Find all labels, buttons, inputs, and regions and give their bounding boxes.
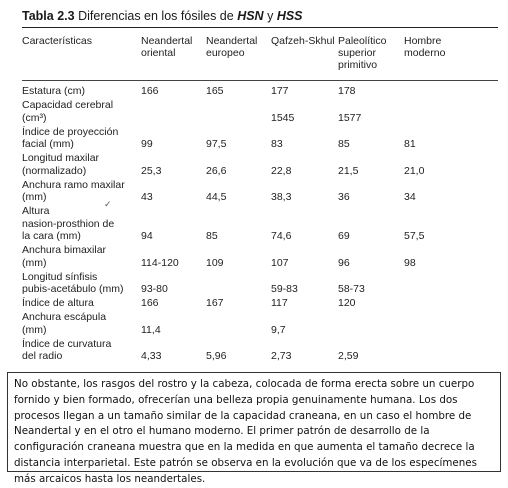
row-label — [22, 99, 113, 124]
table-cell: 98 — [404, 256, 416, 269]
row-label — [22, 338, 111, 363]
row-label — [22, 152, 99, 177]
row-label-line: nasion-prosthion de — [22, 217, 115, 230]
table-cell: 166 — [141, 85, 159, 97]
table-cell: 107 — [271, 256, 289, 269]
table-cell: 21,5 — [338, 164, 359, 177]
row-label-line: Índice de curvatura — [22, 337, 112, 350]
row-label-line: Estatura (cm) — [22, 85, 86, 97]
table-cell: 2,59 — [338, 350, 359, 362]
column-header-4 — [338, 35, 386, 71]
row-label-line: (mm) — [22, 323, 47, 336]
column-header-line: europeo — [206, 47, 245, 59]
table-cell: 69 — [338, 230, 350, 242]
table-cell: 178 — [338, 85, 356, 97]
column-header-line: primitivo — [338, 59, 378, 71]
table-cell: 4,33 — [141, 350, 162, 362]
row-label-line: (mm) — [22, 191, 47, 203]
row-label-line: Longitud sínfisis — [22, 270, 98, 283]
column-header-line: Hombre — [404, 35, 442, 47]
table-cell: 93-80 — [141, 283, 168, 295]
column-header-line: oriental — [141, 47, 176, 59]
row-label — [22, 297, 94, 310]
table-cell: 1577 — [338, 111, 362, 124]
table-cell: 26,6 — [206, 164, 227, 177]
table-cell: 109 — [206, 256, 224, 269]
row-label — [22, 126, 118, 151]
table-cell: 22,8 — [271, 164, 292, 177]
table-title — [22, 9, 303, 23]
column-header-line: moderno — [404, 47, 446, 59]
table-cell: 9,7 — [271, 323, 286, 336]
table-title-hss: HSS — [276, 9, 303, 23]
table-cell: 96 — [338, 256, 350, 269]
paragraph-box — [7, 372, 501, 485]
table-cell: 85 — [206, 230, 218, 242]
table-cell: 1545 — [271, 111, 295, 124]
column-header-5 — [404, 35, 445, 59]
table-cell: 81 — [404, 138, 416, 150]
table-title-hsn: HSN — [237, 9, 264, 23]
row-label-line: Longitud maxilar — [22, 152, 100, 164]
column-header-line: Paleolítico — [338, 35, 387, 47]
table-cell: 167 — [206, 297, 224, 309]
paragraph-text: No obstante, los rasgos del rostro y la cabeza, colocada de forma erecta sobre un cuerpo fornido y bien formado, ofrecerían una belleza propia genuinamente humana. Los dos procesos llegan a un tamaño similar de la capacidad craneana, en un caso el hombre de Neandertal y en el otro el humano moderno. El primer patrón de desarrollo de la configuración craneana muestra que en la medida en que aumenta el tamaño decrece la distancia interparietal. Este patrón se observa en la evolución que va de los especímenes más arcaicos hasta los neandertales. — [14, 378, 477, 485]
row-label-line: facial (mm) — [22, 138, 74, 150]
row-label-line: (normalizado) — [22, 164, 87, 177]
table-cell: 25,3 — [141, 164, 162, 177]
table-cell: 177 — [271, 85, 289, 97]
table-cell: 2,73 — [271, 350, 292, 362]
row-label-line: Capacidad cerebral — [22, 99, 114, 111]
row-label-line: la cara (mm) — [22, 230, 81, 242]
top-rule — [22, 27, 498, 28]
column-header-1 — [141, 35, 192, 59]
table-cell: 38,3 — [271, 191, 292, 203]
table-cell: 97,5 — [206, 138, 227, 150]
table-cell: 11,4 — [141, 323, 161, 336]
table-cell: 43 — [141, 191, 153, 203]
row-label-line: pubis-acetábulo (mm) — [22, 283, 124, 295]
row-label-line: Índice de altura — [22, 297, 94, 309]
table-cell: 34 — [404, 191, 416, 203]
row-label-line: (cm³) — [22, 111, 47, 124]
table-cell: 58-73 — [338, 283, 365, 295]
header-rule — [22, 80, 498, 81]
column-header-line: Características — [22, 35, 93, 47]
table-cell: 21,0 — [404, 164, 425, 177]
table-cell: 99 — [141, 138, 153, 150]
row-label-line: Índice de proyección — [22, 125, 119, 138]
row-label-line: Altura — [22, 205, 50, 217]
row-label — [22, 244, 106, 269]
column-header-0 — [22, 35, 92, 47]
column-header-2 — [206, 35, 257, 59]
table-cell: 59-83 — [271, 283, 298, 295]
table-cell: 117 — [271, 297, 288, 309]
column-header-3 — [271, 35, 335, 47]
row-label-line: del radio — [22, 350, 63, 362]
table-number: Tabla 2.3 — [22, 9, 75, 23]
table-cell: 74,6 — [271, 230, 292, 242]
column-header-line: Qafzeh-Skhul — [271, 35, 335, 47]
table-cell: 36 — [338, 191, 350, 203]
table-cell: 165 — [206, 85, 224, 97]
row-label-line: Anchura escápula — [22, 311, 107, 323]
pen-mark: ✓ — [104, 199, 112, 209]
table-cell: 166 — [141, 297, 159, 309]
row-label-line: Anchura ramo maxilar — [22, 178, 125, 191]
table-cell: 83 — [271, 138, 283, 150]
row-label-line: Anchura bimaxilar — [22, 244, 107, 256]
column-header-line: Neandertal — [206, 35, 258, 47]
table-cell: 5,96 — [206, 350, 227, 362]
row-label — [22, 271, 124, 296]
table-cell: 85 — [338, 138, 350, 150]
column-header-line: superior — [338, 47, 376, 59]
row-label-line: (mm) — [22, 256, 47, 269]
table-cell: 57,5 — [404, 230, 425, 242]
table-title-y: y — [267, 9, 274, 23]
column-header-line: Neandertal — [141, 35, 193, 47]
table-cell: 114-120 — [141, 256, 179, 269]
table-title-text: Diferencias en los fósiles de — [78, 9, 234, 23]
table-cell: 44,5 — [206, 191, 227, 203]
row-label — [22, 205, 114, 243]
table-cell: 120 — [338, 297, 356, 309]
table-cell: 94 — [141, 230, 153, 242]
row-label — [22, 85, 85, 98]
row-label — [22, 311, 106, 336]
